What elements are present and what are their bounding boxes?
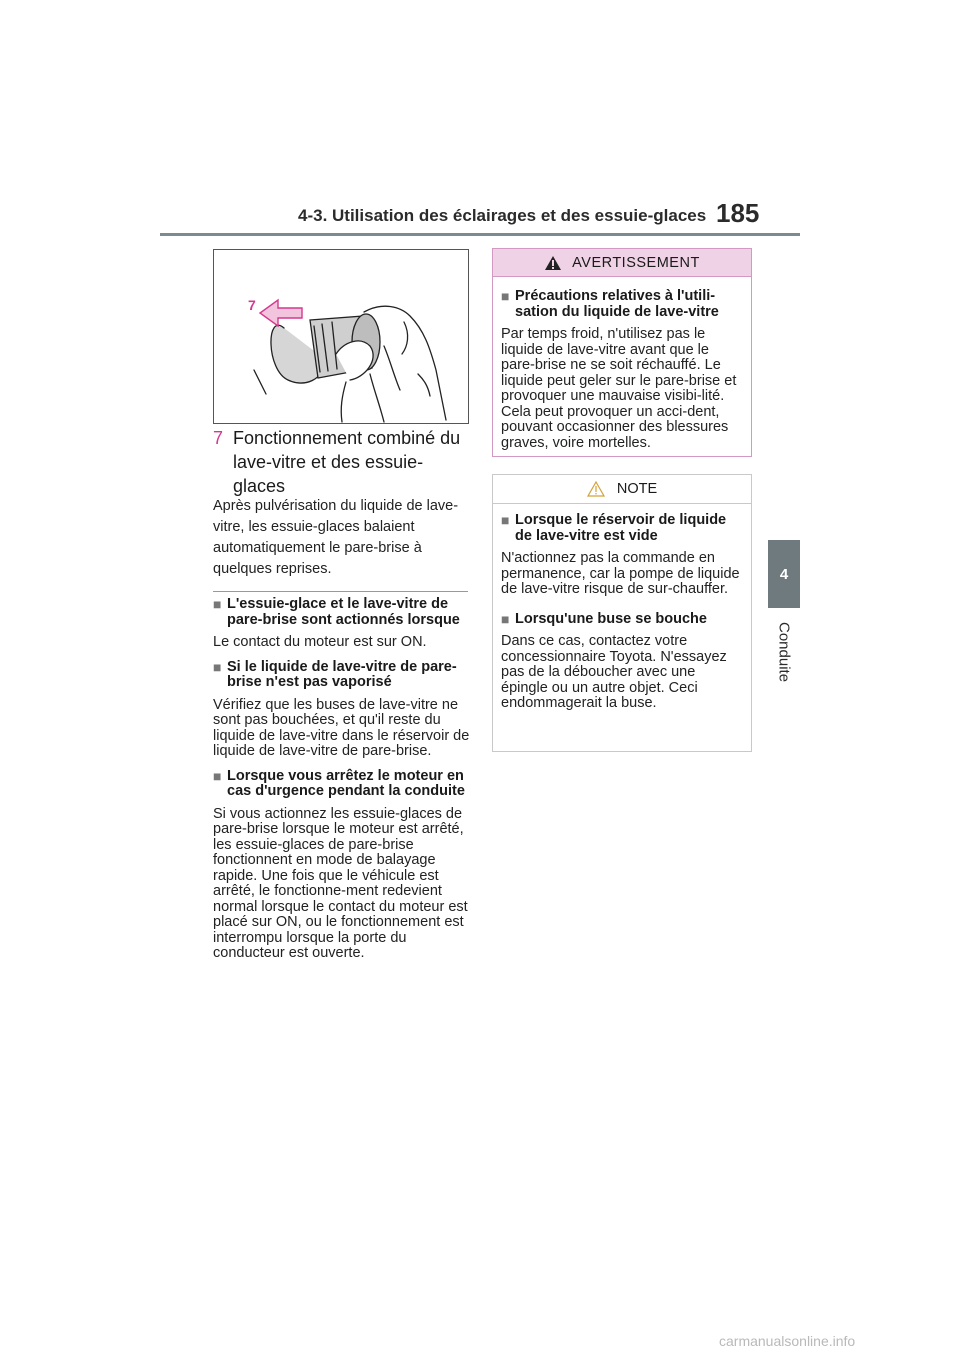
chapter-tab[interactable]: 4 — [768, 540, 800, 608]
bullet-square-icon: ■ — [501, 288, 510, 304]
warning-heading: ■ Précautions relatives à l'utili-sation du liquide de lave-vitre — [501, 288, 719, 320]
section-heading: ■ L'essuie-glace et le lave-vitre de pare-brise sont actionnés lorsque — [213, 596, 460, 628]
note-heading: ■ Lorsque le réservoir de liquide de lave-vitre est vide — [501, 512, 727, 544]
section-title: 4-3. Utilisation des éclairages et des essuie-glaces — [298, 206, 707, 225]
note-header — [493, 475, 751, 504]
bullet-square-icon: ■ — [501, 512, 510, 528]
warning-triangle-icon — [544, 255, 562, 271]
warning-box — [492, 248, 752, 457]
note-body: N'actionnez pas la commande en permanence, car la pompe de liquide de lave-vitre risque de sur-chauffer. — [501, 550, 740, 597]
step-title: Fonctionnement combiné du lave-vitre et des essuie-glaces — [233, 428, 461, 496]
note-heading: ■ Lorsqu'une buse se bouche — [501, 610, 707, 627]
warning-body: Par temps froid, n'utilisez pas le liquide de lave-vitre avant que le pare-brise ne se soit réchauffé. Le liquide peut geler sur le pare-brise et provoquer une mauvaise visibi-lité. Cela peut provoquer un acci-dent, pouvant occasionner des blessures graves, voire mortelles. — [501, 326, 737, 451]
bullet-square-icon: ■ — [213, 658, 222, 675]
section-body: Si vous actionnez les essuie-glaces de pare-brise lorsque le moteur est arrêté, les essuie-glaces de pare-brise fonctionnent en mode de balayage rapide. Une fois que le véhicule est arrêté, le fonctionne-ment redevient normal lorsque le contact du moteur est placé sur ON, ou le fonctionnement est interrompu lorsque la porte du conducteur est ouverte. — [213, 805, 468, 961]
page-number: 185 — [716, 198, 760, 228]
separator-rule — [213, 591, 468, 592]
bullet-square-icon: ■ — [213, 767, 222, 784]
info-sections — [213, 597, 471, 971]
header-rule — [160, 233, 800, 236]
warning-label: AVERTISSEMENT — [572, 254, 700, 271]
step-7 — [213, 426, 473, 498]
bullet-square-icon: ■ — [213, 596, 222, 612]
section-body: Le contact du moteur est sur ON. — [213, 634, 427, 650]
note-body: Dans ce cas, contactez votre concessionnaire Toyota. N'essayez pas de la déboucher avec une épingle ou un autre objet. Ceci endommagerait la buse. — [501, 633, 727, 711]
step-number: 7 — [213, 428, 224, 448]
caution-triangle-icon — [587, 481, 605, 497]
warning-header — [493, 249, 751, 277]
section-heading: ■ Lorsque vous arrêtez le moteur en cas d'urgence pendant la conduite — [213, 767, 465, 799]
wiper-lever-illustration — [213, 249, 469, 424]
note-box — [492, 474, 752, 752]
section-body: Vérifiez que les buses de lave-vitre ne sont pas bouchées, et qu'il reste du liquide de lave-vitre dans le réservoir de liquide de lave-vitre de pare-brise. — [213, 696, 470, 759]
figure-callout-7: 7 — [248, 297, 256, 313]
lever-hand-drawing — [214, 250, 468, 423]
note-label: NOTE — [616, 481, 658, 497]
chapter-label: Conduite — [775, 622, 793, 683]
section-heading: ■ Si le liquide de lave-vitre de pare-brise n'est pas vaporisé — [213, 658, 457, 690]
watermark: carmanualsonline.info — [719, 1333, 856, 1349]
bullet-square-icon: ■ — [501, 610, 510, 627]
step-description: Après pulvérisation du liquide de lave-vitre, les essuie-glaces balaient automatiquement le pare-brise à quelques reprises. — [213, 498, 459, 577]
